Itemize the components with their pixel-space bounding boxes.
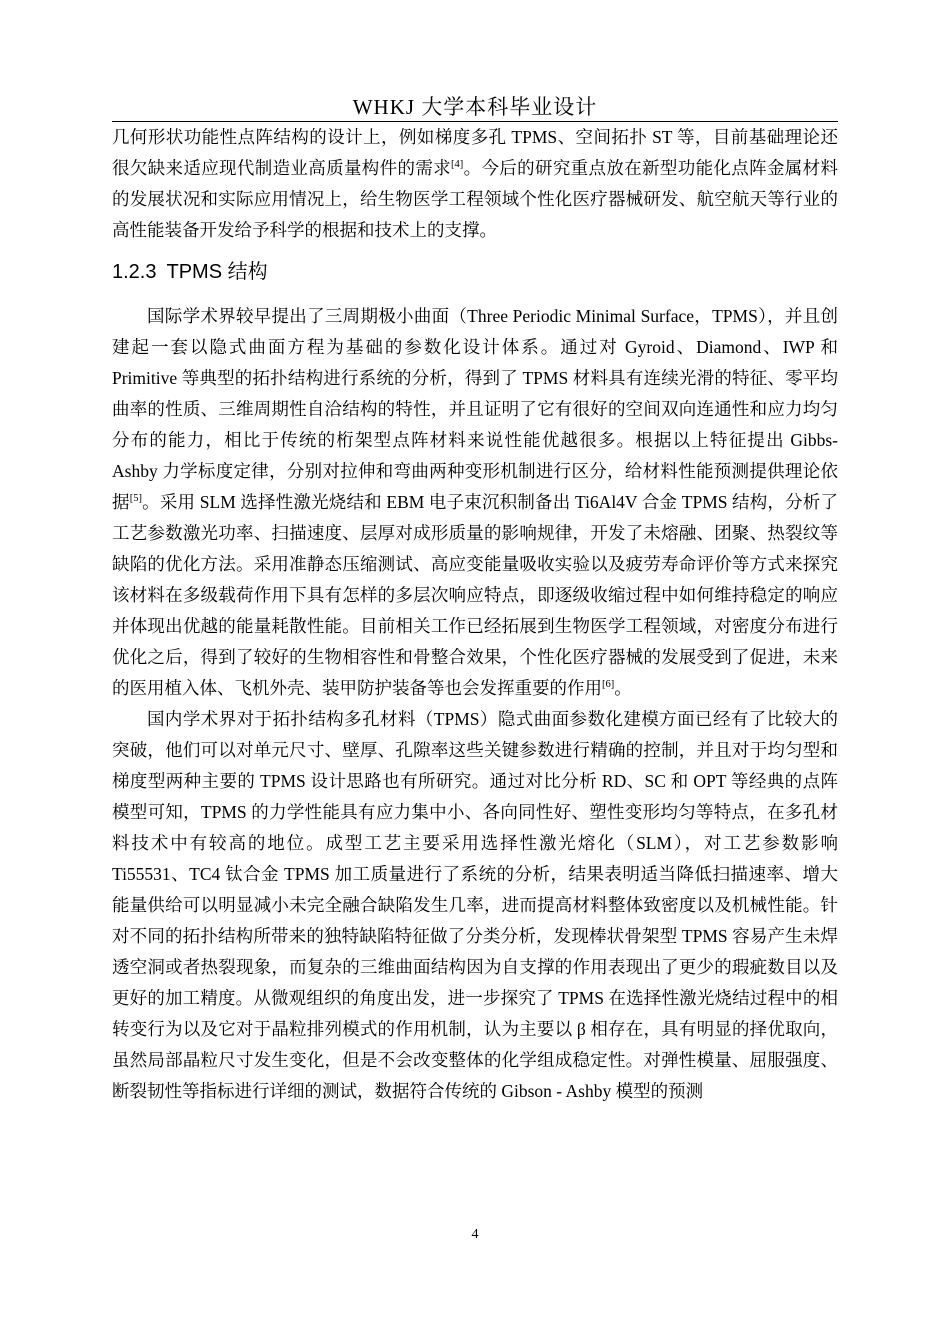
page-number: 4 [471,1227,479,1242]
citation-6: [6] [602,679,615,690]
paragraph1-part2: 。采用 SLM 选择性激光烧结和 EBM 电子束沉积制备出 Ti6Al4V 合金 TPMS 结构，分析了工艺参数激光功率、扫描速度、层厚对成形质量的影响规律，开发了未熔融、团聚、热裂纹等缺陷的优化方法。采用准静态压缩测试、高应变能量吸收实验以及疲劳寿命评价等方式来探究该材料在多级载荷作用下具有怎样的多层次响应特点，即逐级收缩过程中如何维持稳定的响应并体现出优越的能量耗散性能。目前相关工作已经拓展到生物医学工程领域，对密度分布进行优化之后，得到了较好的生物相容性和骨整合效果，个性化医疗器械的发展受到了促进，未来的医用植入体、飞机外壳、装甲防护装备等也会发挥重要的作用 [112,492,838,698]
citation-4: [4] [451,159,464,170]
page-header-title: WHKJ 大学本科毕业设计 [352,95,598,119]
section-title: TPMS 结构 [166,261,268,283]
citation-5: [5] [129,493,142,504]
paragraph1-part3: 。 [614,678,632,698]
paragraph1-part1: 国际学术界较早提出了三周期极小曲面（Three Periodic Minimal Surface，TPMS），并且创建起一套以隐式曲面方程为基础的参数化设计体系。通过对 Gyroid、Diamond、IWP 和 Primitive 等典型的拓扑结构进行系统的分析，得到了 TPMS 材料具有连续光滑的特征、零平均曲率的性质、三维周期性自洽结构的特性，并且证明了它有很好的空间双向连通性和应力均匀分布的能力，相比于传统的桁架型点阵材料来说性能优越很多。根据以上特征提出 Gibbs-Ashby 力学标度定律，分别对拉伸和弯曲两种变形机制进行区分，给材料性能预测提供理论依据 [112,306,838,512]
section-heading [112,257,838,287]
intro-text-part2: 。今后的研究重点放在新型功能化点阵金属材料的发展状况和实际应用情况上，给生物医学工程领域个性化医疗器械研发、航空航天等行业的高性能装备开发给予科学的根据和技术上的支撑。 [112,158,838,240]
intro-paragraph [112,122,838,246]
intro-text-part1: 几何形状功能性点阵结构的设计上，例如梯度多孔 TPMS、空间拓扑 ST 等，目前基础理论还很欠缺来适应现代制造业高质量构件的需求 [112,127,838,178]
paragraph-domestic-research [112,704,838,1107]
paragraph2-text: 国内学术界对于拓扑结构多孔材料（TPMS）隐式曲面参数化建模方面已经有了比较大的突破，他们可以对单元尺寸、壁厚、孔隙率这些关键参数进行精确的控制，并且对于均匀型和梯度型两种主要的 TPMS 设计思路也有所研究。通过对比分析 RD、SC 和 OPT 等经典的点阵模型可知，TPMS 的力学性能具有应力集中小、各向同性好、塑性变形均匀等特点，在多孔材料技术中有较高的地位。成型工艺主要采用选择性激光熔化（SLM），对工艺参数影响 Ti55531、TC4 钛合金 TPMS 加工质量进行了系统的分析，结果表明适当降低扫描速率、增大能量供给可以明显减小未完全融合缺陷发生几率，进而提高材料整体致密度以及机械性能。针对不同的拓扑结构所带来的独特缺陷特征做了分类分析，发现棒状骨架型 TPMS 容易产生未焊透空洞或者热裂现象，而复杂的三维曲面结构因为自支撑的作用表现出了更少的瑕疵数目以及更好的加工精度。从微观组织的角度出发，进一步探究了 TPMS 在选择性激光烧结过程中的相转变行为以及它对于晶粒排列模式的作用机制，认为主要以 β 相存在，具有明显的择优取向，虽然局部晶粒尺寸发生变化，但是不会改变整体的化学组成稳定性。对弹性模量、屈服强度、断裂韧性等指标进行详细的测试，数据符合传统的 Gibson - Ashby 模型的预测 [112,709,838,1101]
document-body [112,122,838,1107]
paragraph-international-research [112,301,838,704]
section-number: 1.2.3 [112,261,157,283]
